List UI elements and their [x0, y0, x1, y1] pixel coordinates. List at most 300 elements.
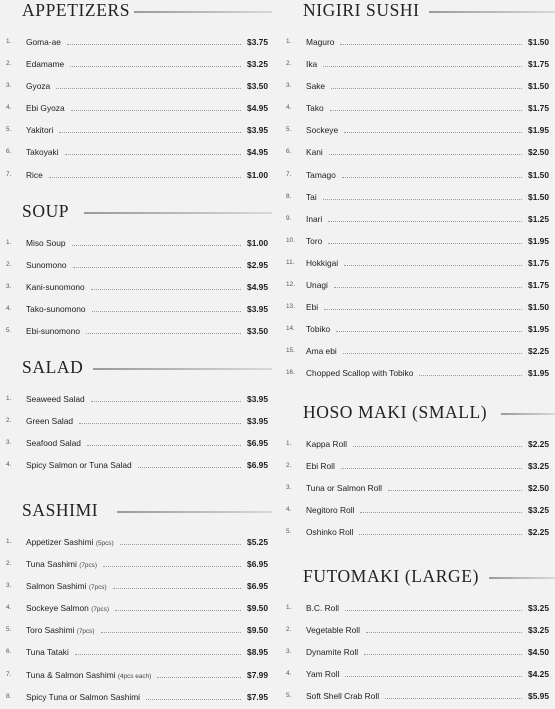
- section-futomaki-large: [283, 566, 555, 708]
- item-price: $4.95: [247, 282, 268, 293]
- menu-item: [0, 255, 272, 277]
- item-price: $3.50: [247, 326, 268, 337]
- item-price: $4.25: [528, 669, 549, 680]
- menu-item: [0, 98, 272, 120]
- item-price: $3.95: [247, 304, 268, 315]
- item-portion-note: (7pcs): [79, 562, 97, 570]
- item-number: 1.: [6, 538, 12, 545]
- item-name-wrap: [306, 81, 325, 91]
- item-name: Tai: [306, 191, 317, 202]
- item-name-wrap: [306, 647, 358, 657]
- dot-leader: [101, 632, 241, 633]
- menu-item: [0, 687, 272, 709]
- item-name-wrap: [26, 59, 64, 69]
- menu-item: [283, 275, 555, 297]
- dot-leader: [75, 654, 241, 655]
- menu-item: [283, 434, 555, 456]
- section-title: FUTOMAKI (LARGE): [303, 566, 480, 586]
- section-title: SASHIMI: [22, 500, 99, 520]
- menu-item-list: [283, 598, 555, 708]
- dot-leader: [113, 588, 241, 589]
- section-heading-row: [0, 0, 272, 26]
- menu-item: [0, 76, 272, 98]
- item-name: Ebi-sunomono: [26, 326, 81, 337]
- item-name: Sake: [306, 81, 326, 92]
- dot-leader: [324, 309, 522, 310]
- item-name: Rice: [26, 169, 43, 180]
- dot-leader: [56, 88, 241, 89]
- item-number: 12.: [286, 281, 295, 289]
- item-name: Appetizer Sashimi: [26, 537, 94, 547]
- item-price: $2.50: [528, 147, 549, 158]
- item-number: 5.: [286, 528, 292, 536]
- item-name-wrap: [26, 559, 97, 569]
- section-appetizers: [0, 0, 272, 187]
- item-price: $7.95: [247, 691, 268, 702]
- item-name: Miso Soup: [26, 238, 66, 248]
- item-price: $9.50: [247, 625, 268, 636]
- item-price: $1.95: [528, 125, 549, 136]
- dot-leader: [334, 287, 522, 288]
- item-price: $3.25: [528, 505, 549, 516]
- item-name-wrap: [26, 581, 107, 591]
- item-price: $1.95: [528, 368, 549, 379]
- dot-leader: [385, 698, 522, 699]
- menu-item: [283, 620, 555, 642]
- item-name: Ama ebi: [306, 346, 337, 357]
- item-name: Tuna or Salmon Roll: [306, 483, 383, 494]
- dot-leader: [92, 311, 241, 312]
- item-name-wrap: [306, 37, 334, 47]
- dot-leader: [419, 375, 522, 376]
- item-number: 1.: [6, 395, 12, 402]
- item-price: $4.50: [528, 647, 549, 658]
- item-number: 4.: [286, 506, 292, 514]
- item-number: 8.: [6, 692, 12, 700]
- dot-leader: [345, 610, 522, 611]
- item-name-wrap: [306, 214, 322, 224]
- item-name: Sockeye: [306, 125, 339, 136]
- item-name: Sunomono: [26, 260, 67, 271]
- menu-item: [0, 54, 272, 76]
- heading-rule: [117, 511, 272, 513]
- item-price: $3.25: [528, 625, 549, 636]
- item-number: 6.: [6, 648, 12, 656]
- menu-item: [283, 341, 555, 363]
- item-name-wrap: [306, 236, 322, 246]
- menu-item: [283, 98, 555, 120]
- section-hoso-maki-small: [283, 402, 555, 544]
- dot-leader: [343, 353, 522, 354]
- item-number: 4.: [6, 305, 12, 313]
- dot-leader: [323, 66, 522, 67]
- item-name-wrap: [306, 625, 360, 635]
- item-price: $2.25: [528, 439, 549, 449]
- item-name: Tuna & Salmon Sashimi: [26, 669, 116, 680]
- dot-leader: [353, 446, 522, 447]
- item-name: Tobiko: [306, 324, 331, 335]
- dot-leader: [345, 676, 522, 677]
- item-price: $1.75: [528, 103, 549, 114]
- item-name-wrap: [306, 483, 382, 493]
- item-number: 1.: [6, 38, 12, 45]
- dot-leader: [79, 423, 241, 424]
- item-name-wrap: [306, 147, 323, 157]
- item-name-wrap: [26, 170, 43, 180]
- item-name-wrap: [306, 324, 330, 334]
- item-number: 5.: [6, 327, 12, 335]
- item-number: 3.: [286, 648, 292, 656]
- item-name: Unagi: [306, 280, 328, 291]
- section-title: NIGIRI SUSHI: [303, 0, 420, 20]
- dot-leader: [388, 490, 522, 491]
- item-name-wrap: [26, 625, 95, 635]
- dot-leader: [336, 331, 522, 332]
- dot-leader: [342, 177, 522, 178]
- item-name: Soft Shell Crab Roll: [306, 691, 380, 702]
- item-name: Oshinko Roll: [306, 527, 354, 538]
- item-number: 3.: [6, 82, 12, 90]
- menu-item: [0, 411, 272, 433]
- item-name: Toro: [306, 235, 323, 246]
- dot-leader: [72, 245, 241, 246]
- item-price: $6.95: [247, 460, 268, 471]
- menu-item: [0, 554, 272, 576]
- dot-leader: [138, 467, 241, 468]
- menu-item: [283, 120, 555, 142]
- section-salad: [0, 357, 272, 477]
- item-name: Ebi Roll: [306, 461, 335, 472]
- section-nigiri-sushi: [283, 0, 555, 386]
- heading-rule: [429, 11, 555, 13]
- item-name-wrap: [26, 304, 86, 314]
- item-name-wrap: [306, 59, 317, 69]
- item-price: $1.25: [528, 213, 549, 224]
- section-heading-row: [0, 357, 272, 383]
- menu-item: [0, 598, 272, 620]
- item-number: 2.: [6, 560, 12, 568]
- item-price: $3.25: [528, 603, 549, 613]
- item-name-wrap: [306, 439, 347, 449]
- menu-item: [0, 277, 272, 299]
- menu-item: [0, 620, 272, 642]
- menu-item: [283, 319, 555, 341]
- menu-item: [283, 664, 555, 686]
- menu-item: [283, 500, 555, 522]
- item-price: $3.95: [247, 125, 268, 136]
- dot-leader: [86, 333, 241, 334]
- item-number: 2.: [6, 60, 12, 68]
- menu-item: [283, 642, 555, 664]
- item-price: $1.75: [528, 59, 549, 70]
- item-name-wrap: [26, 647, 69, 657]
- section-heading-row: [0, 500, 272, 526]
- item-number: 7.: [286, 170, 292, 178]
- item-number: 9.: [286, 214, 292, 222]
- item-portion-note: (7pcs): [76, 628, 95, 636]
- item-price: $1.50: [528, 81, 549, 92]
- item-name: Ebi: [306, 302, 319, 313]
- item-name: B.C. Roll: [306, 603, 340, 613]
- dot-leader: [364, 654, 522, 655]
- item-price: $7.99: [247, 669, 268, 680]
- item-name: Tuna Sashimi: [26, 559, 77, 570]
- heading-rule: [134, 11, 272, 13]
- menu-item: [283, 598, 555, 620]
- dot-leader: [328, 243, 522, 244]
- item-number: 7.: [6, 170, 12, 178]
- item-number: 1.: [286, 440, 292, 447]
- menu-item-list: [0, 389, 272, 477]
- dot-leader: [59, 132, 241, 133]
- item-name: Kani: [306, 147, 323, 158]
- item-price: $3.25: [247, 59, 268, 70]
- menu-item-list: [0, 532, 272, 709]
- item-price: $1.95: [528, 324, 549, 335]
- menu-item: [0, 233, 272, 255]
- item-name: Gyoza: [26, 81, 51, 92]
- menu-item: [0, 299, 272, 321]
- menu-item: [283, 297, 555, 319]
- menu-item: [0, 532, 272, 554]
- menu-item: [0, 120, 272, 142]
- item-name-wrap: [26, 537, 114, 547]
- item-name-wrap: [26, 438, 81, 448]
- item-portion-note: (7pcs): [88, 584, 107, 592]
- menu-item-list: [283, 32, 555, 386]
- dot-leader: [71, 110, 241, 111]
- item-name-wrap: [306, 258, 338, 268]
- item-portion-note: (4pcs each): [117, 672, 152, 680]
- dot-leader: [323, 199, 522, 200]
- menu-item: [283, 76, 555, 98]
- dot-leader: [103, 566, 241, 567]
- item-price: $3.75: [247, 37, 268, 47]
- item-price: $1.50: [528, 37, 549, 47]
- item-number: 6.: [6, 148, 12, 156]
- item-number: 11.: [286, 258, 295, 266]
- item-number: 3.: [286, 484, 292, 492]
- item-price: $4.95: [247, 147, 268, 158]
- menu-item-list: [283, 434, 555, 544]
- section-heading-row: [283, 402, 555, 428]
- menu-item: [0, 576, 272, 598]
- menu-item: [283, 231, 555, 253]
- item-number: 4.: [6, 104, 12, 112]
- item-name: Kani-sunomono: [26, 282, 85, 293]
- item-name-wrap: [26, 326, 80, 336]
- dot-leader: [330, 110, 522, 111]
- item-name: Yam Roll: [306, 669, 340, 680]
- heading-rule: [489, 577, 555, 579]
- menu-item: [283, 686, 555, 708]
- item-name: Seafood Salad: [26, 438, 81, 449]
- item-price: $1.00: [247, 238, 268, 248]
- menu-item: [283, 142, 555, 164]
- item-number: 3.: [6, 283, 12, 291]
- dot-leader: [340, 44, 522, 45]
- dot-leader: [67, 44, 241, 45]
- item-price: $8.95: [247, 647, 268, 658]
- item-name-wrap: [26, 260, 67, 270]
- item-name-wrap: [26, 692, 140, 702]
- item-name-wrap: [306, 346, 337, 356]
- item-portion-note: (5pcs): [95, 540, 114, 547]
- item-price: $6.95: [247, 581, 268, 592]
- menu-item: [0, 642, 272, 664]
- item-price: $3.25: [528, 461, 549, 472]
- item-name-wrap: [306, 368, 413, 378]
- item-name: Negitoro Roll: [306, 505, 355, 516]
- menu-item: [0, 32, 272, 54]
- item-name-wrap: [306, 103, 324, 113]
- item-name-wrap: [306, 669, 339, 679]
- item-name: Vegetable Roll: [306, 625, 361, 636]
- heading-rule: [84, 212, 272, 214]
- menu-item: [0, 389, 272, 411]
- item-name-wrap: [306, 302, 318, 312]
- item-number: 15.: [286, 347, 295, 355]
- item-name-wrap: [306, 192, 317, 202]
- item-name-wrap: [26, 238, 66, 248]
- menu-item: [0, 142, 272, 164]
- dot-leader: [366, 632, 522, 633]
- item-name: Yakitori: [26, 125, 54, 136]
- item-price: $4.95: [247, 103, 268, 114]
- item-name: Dynamite Roll: [306, 647, 359, 658]
- dot-leader: [49, 177, 241, 178]
- menu-item: [283, 165, 555, 187]
- section-title: SOUP: [22, 201, 70, 221]
- item-number: 3.: [286, 82, 292, 90]
- item-number: 5.: [286, 692, 292, 700]
- item-number: 1.: [286, 38, 292, 45]
- item-name-wrap: [26, 103, 65, 113]
- item-name: Goma-ae: [26, 37, 61, 47]
- item-name-wrap: [26, 147, 59, 157]
- item-name: Toro Sashimi: [26, 625, 75, 636]
- item-name-wrap: [26, 37, 61, 47]
- item-name-wrap: [306, 280, 328, 290]
- item-price: $1.00: [247, 169, 268, 180]
- dot-leader: [73, 267, 241, 268]
- item-name-wrap: [306, 125, 338, 135]
- item-name-wrap: [26, 416, 73, 426]
- item-name: Ika: [306, 59, 318, 70]
- item-name: Tako: [306, 103, 324, 114]
- item-name-wrap: [26, 460, 132, 470]
- dot-leader: [115, 610, 241, 611]
- section-title: HOSO MAKI (SMALL): [303, 402, 488, 422]
- item-price: $6.95: [247, 438, 268, 449]
- item-number: 2.: [6, 417, 12, 425]
- item-name-wrap: [306, 603, 339, 613]
- item-number: 4.: [286, 670, 292, 678]
- menu-item: [283, 54, 555, 76]
- item-name-wrap: [26, 394, 85, 404]
- item-name-wrap: [26, 282, 85, 292]
- dot-leader: [91, 289, 241, 290]
- dot-leader: [157, 677, 241, 678]
- item-price: $2.95: [247, 260, 268, 271]
- item-name-wrap: [306, 170, 336, 180]
- item-name: Takoyaki: [26, 147, 59, 158]
- item-number: 10.: [286, 236, 295, 244]
- menu-item: [283, 32, 555, 54]
- item-name-wrap: [306, 461, 335, 471]
- item-name: Hokkigai: [306, 257, 339, 268]
- item-price: $2.25: [528, 527, 549, 538]
- item-name: Tamago: [306, 169, 336, 180]
- section-heading-row: [283, 566, 555, 592]
- dot-leader: [344, 132, 522, 133]
- item-name-wrap: [26, 603, 109, 613]
- dot-leader: [120, 544, 241, 545]
- item-price: $3.50: [247, 81, 268, 92]
- item-number: 2.: [286, 626, 292, 634]
- item-number: 6.: [286, 148, 292, 156]
- menu-item: [0, 455, 272, 477]
- item-name: Kappa Roll: [306, 439, 347, 449]
- item-name: Salmon Sashimi: [26, 581, 87, 592]
- menu-item: [283, 209, 555, 231]
- item-price: $1.95: [528, 235, 549, 246]
- item-number: 7.: [6, 670, 12, 678]
- item-number: 5.: [6, 626, 12, 634]
- item-price: $1.75: [528, 280, 549, 291]
- item-price: $1.50: [528, 169, 549, 180]
- item-price: $9.50: [247, 603, 268, 614]
- item-number: 4.: [6, 604, 12, 612]
- menu-item: [0, 433, 272, 455]
- item-name-wrap: [26, 670, 151, 680]
- dot-leader: [344, 265, 522, 266]
- section-title: SALAD: [22, 357, 84, 377]
- item-number: 1.: [286, 604, 292, 611]
- item-number: 8.: [286, 192, 292, 200]
- dot-leader: [329, 154, 522, 155]
- dot-leader: [65, 154, 241, 155]
- dot-leader: [331, 88, 522, 89]
- item-name: Tuna Tataki: [26, 647, 69, 658]
- item-number: 14.: [286, 325, 295, 333]
- item-number: 5.: [6, 126, 12, 134]
- item-number: 16.: [286, 369, 295, 377]
- item-name-wrap: [26, 81, 50, 91]
- dot-leader: [87, 445, 241, 446]
- menu-item: [283, 478, 555, 500]
- item-price: $3.95: [247, 416, 268, 427]
- item-number: 3.: [6, 582, 12, 590]
- section-soup: [0, 201, 272, 343]
- item-name-wrap: [306, 505, 354, 515]
- item-name: Chopped Scallop with Tobiko: [306, 368, 414, 379]
- menu-item: [283, 253, 555, 275]
- item-number: 1.: [6, 239, 12, 246]
- menu-item-list: [0, 233, 272, 343]
- dot-leader: [328, 221, 522, 222]
- item-number: 5.: [286, 126, 292, 134]
- item-price: $2.25: [528, 346, 549, 357]
- item-name: Spicy Salmon or Tuna Salad: [26, 460, 132, 471]
- dot-leader: [91, 401, 241, 402]
- item-number: 2.: [286, 462, 292, 470]
- item-number: 13.: [286, 303, 295, 311]
- item-price: $3.95: [247, 394, 268, 404]
- item-price: $1.75: [528, 257, 549, 268]
- item-name-wrap: [306, 527, 353, 537]
- dot-leader: [70, 66, 241, 67]
